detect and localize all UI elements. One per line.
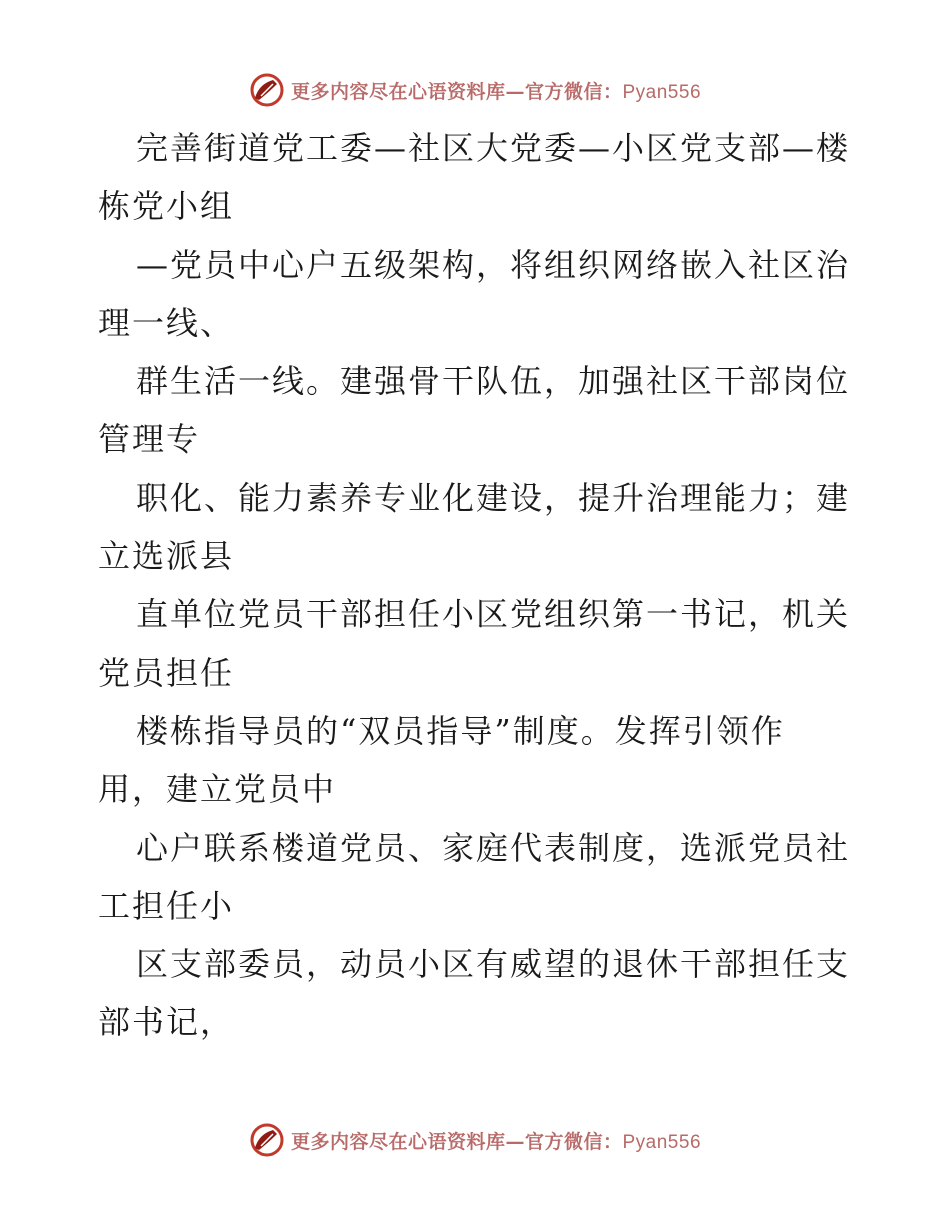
body-line-14: 工担任小 [98,886,235,925]
body-line-1: 完善街道党工委—社区大党委—小区党支部—楼 [136,129,851,167]
header-watermark-id: Pyan556 [622,81,702,103]
body-line-15: 区支部委员，动员小区有威望的退休干部担任支 [136,945,851,984]
body-line-12: 用，建立党员中 [98,770,337,809]
header-watermark [0,70,950,110]
body-line-10: 党员担任 [98,653,235,692]
body-line-13: 心户联系楼道党员、家庭代表制度，选派党员社 [136,828,851,867]
body-line-5: 群生活一线。建强骨干队伍，加强社区干部岗位 [136,362,851,401]
pen-nib-logo-icon [249,72,285,108]
body-line-11: 楼栋指导员的“双员指导”制度。发挥引领作 [136,711,785,750]
body-line-3: —党员中心户五级架构，将组织网络嵌入社区治 [136,245,851,284]
body-line-6: 管理专 [98,420,201,459]
body-line-16: 部书记， [98,1003,235,1042]
body-line-7: 职化、能力素养专业化建设，提升治理能力；建 [136,478,851,517]
body-line-9: 直单位党员干部担任小区党组织第一书记，机关 [136,595,851,634]
header-watermark-text [291,77,701,104]
footer-watermark-text [291,1127,701,1154]
footer-watermark-cn: 更多内容尽在心语资料库—官方微信： [290,1130,623,1153]
body-line-4: 理一线、 [98,303,235,342]
header-watermark-cn: 更多内容尽在心语资料库—官方微信： [290,80,623,103]
pen-nib-logo-icon [249,1122,285,1158]
body-line-8: 立选派县 [98,537,235,576]
footer-watermark [0,1120,950,1160]
footer-watermark-id: Pyan556 [622,1131,702,1153]
body-line-2: 栋党小组 [98,187,235,226]
document-body [98,119,858,1052]
